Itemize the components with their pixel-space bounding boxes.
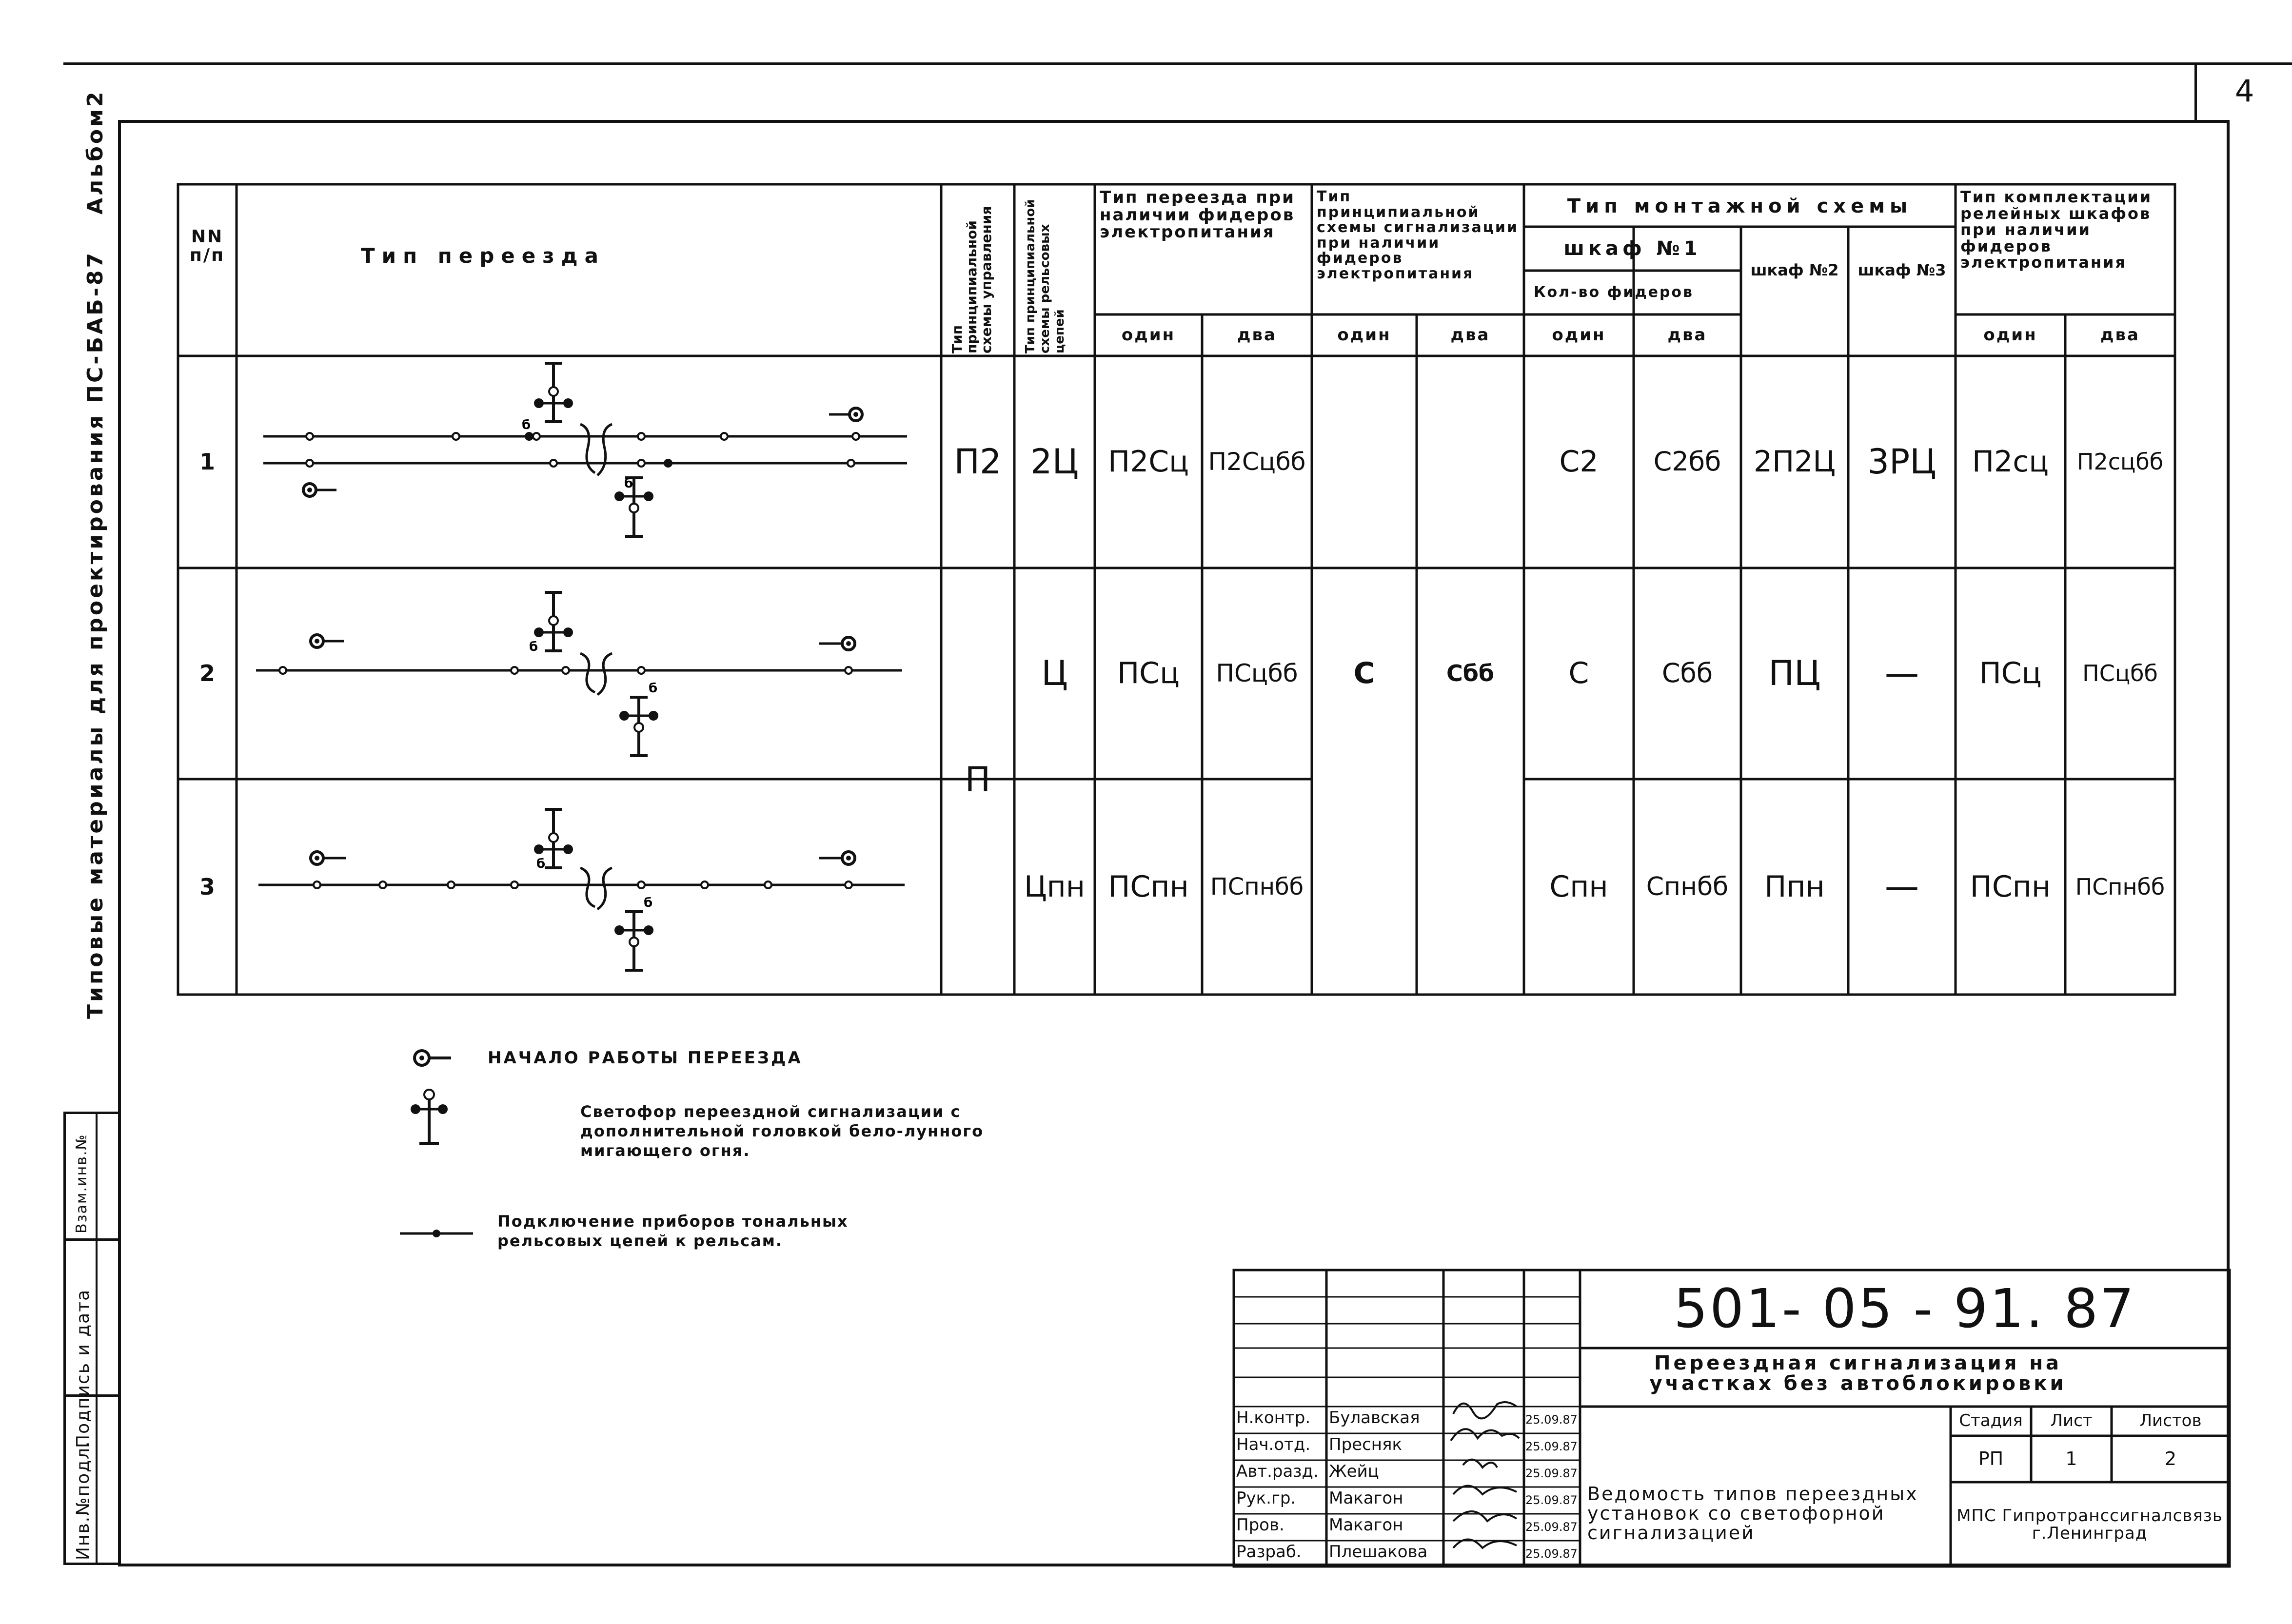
sheet-label: Лист — [2050, 1411, 2093, 1431]
organization: МПС Гипротранссигналсвязь г.Ленинград — [1956, 1506, 2223, 1543]
row1-rail: 2Ц — [1030, 441, 1079, 482]
header-cab1: шкаф №1 — [1563, 237, 1701, 260]
signature-2 — [1451, 1429, 1519, 1441]
document-code: 501- 05 - 91. 87 — [1673, 1277, 2136, 1340]
row1-relay-two: П2сцбб — [2076, 449, 2164, 475]
row3-crossing-two: ПСпнбб — [1210, 873, 1304, 900]
row3-crossing-one: ПСпн — [1108, 869, 1189, 904]
role-3: Авт.разд. — [1236, 1462, 1319, 1481]
header-montage-one: один — [1552, 325, 1606, 345]
date-6: 25.09.87 — [1525, 1547, 1578, 1561]
row1-num: 1 — [199, 449, 215, 475]
name-5: Макагон — [1329, 1515, 1403, 1535]
header-signal-one: один — [1337, 325, 1391, 345]
row3-relay-one: ПСпн — [1970, 869, 2051, 904]
row3-rail: Цпн — [1024, 869, 1086, 904]
row1-crossing-one: П2Сц — [1107, 445, 1189, 479]
stage-value: РП — [1978, 1448, 2004, 1469]
date-1: 25.09.87 — [1525, 1413, 1578, 1427]
svg-text:б: б — [536, 857, 546, 871]
role-2: Нач.отд. — [1236, 1435, 1311, 1454]
row3-relay-two: ПСпнбб — [2075, 873, 2165, 900]
album-label: Альбом2 — [83, 89, 108, 215]
header-num: NN п/п — [190, 227, 225, 265]
row1-cab3: 3РЦ — [1867, 441, 1936, 482]
name-6: Плешакова — [1329, 1542, 1428, 1562]
date-4: 25.09.87 — [1525, 1493, 1578, 1507]
row2-rail: Ц — [1041, 653, 1068, 693]
row2-relay-two: ПСцбб — [2082, 660, 2158, 687]
row1-control: П2 — [954, 441, 1002, 482]
name-3: Жейц — [1329, 1462, 1379, 1481]
sheets-label: Листов — [2139, 1411, 2202, 1431]
header-montage: Тип монтажной схемы — [1567, 195, 1913, 217]
date-5: 25.09.87 — [1525, 1520, 1578, 1534]
date-2: 25.09.87 — [1525, 1440, 1578, 1453]
header-rail: Тип принципиальной схемы рельсовых цепей — [1023, 199, 1067, 353]
header-cab2: шкаф №2 — [1750, 261, 1839, 280]
doc-sheet-title: Ведомость типов переездных установок со светофорной сигнализацией — [1587, 1485, 1918, 1544]
signal-one-merged: С — [1353, 656, 1375, 690]
row1-cab2: 2П2Ц — [1753, 445, 1836, 479]
signature-6 — [1453, 1540, 1517, 1548]
row3-montage-one: Спн — [1549, 869, 1608, 904]
header-relay-one: один — [1983, 325, 2037, 345]
stamp-inv: Инв.№подл. — [73, 1440, 93, 1560]
row2-cab3: — — [1885, 653, 1919, 693]
legend-connect-text: Подключение приборов тональных рельсовых цепей к рельсам. — [497, 1212, 849, 1250]
header-crossing-type: Тип переезда при наличии фидеров электропитания — [1100, 188, 1295, 242]
row1-montage-one: С2 — [1559, 445, 1599, 479]
svg-text:б: б — [624, 476, 633, 491]
name-4: Макагон — [1329, 1488, 1403, 1508]
header-relay-two: два — [2100, 325, 2140, 345]
stamp-inv2: Взам.инв.№ — [73, 1134, 90, 1233]
header-crossing-two: два — [1237, 325, 1277, 345]
legend-start-text: НАЧАЛО РАБОТЫ ПЕРЕЕЗДА — [488, 1048, 803, 1068]
row2-relay-one: ПСц — [1979, 656, 2042, 690]
row3-montage-two: Спнбб — [1646, 872, 1729, 901]
signature-5 — [1453, 1511, 1517, 1521]
sheets-value: 2 — [2164, 1448, 2177, 1469]
header-feeders: Кол-во фидеров — [1534, 284, 1694, 301]
svg-text:б: б — [649, 681, 658, 696]
header-type: Тип переезда — [361, 243, 605, 268]
row2-cab2: ПЦ — [1768, 653, 1821, 693]
legend-signal-text: Светофор переездной сигнализации с дополнительной головкой бело-лунного мигающего огня. — [580, 1102, 984, 1160]
header-signal-two: два — [1450, 325, 1490, 345]
svg-text:б: б — [529, 640, 538, 654]
row3-cab3: — — [1885, 866, 1919, 907]
signature-3 — [1463, 1460, 1497, 1467]
role-4: Рук.гр. — [1236, 1488, 1296, 1508]
name-1: Булавская — [1329, 1408, 1420, 1428]
role-1: Н.контр. — [1236, 1408, 1311, 1428]
sheet-number: 4 — [2235, 73, 2254, 109]
svg-text:б: б — [644, 896, 653, 910]
stage-label: Стадия — [1959, 1411, 2023, 1431]
signature-4 — [1453, 1486, 1517, 1495]
header-relay: Тип комплектации релейных шкафов при наличии фидеров электропитания — [1960, 188, 2153, 272]
row1-crossing-two: П2Сцбб — [1208, 448, 1306, 476]
signal-two-merged: Сбб — [1446, 660, 1494, 687]
name-2: Пресняк — [1329, 1435, 1402, 1454]
role-6: Разраб. — [1236, 1542, 1302, 1562]
stamp-sign: Подпись и дата — [73, 1289, 93, 1448]
header-cab3: шкаф №3 — [1857, 261, 1946, 280]
date-3: 25.09.87 — [1525, 1467, 1578, 1480]
row3-cab2: Ппн — [1764, 869, 1825, 904]
row1-montage-two: С2бб — [1653, 446, 1721, 477]
header-montage-two: два — [1667, 325, 1707, 345]
signatures — [1443, 1385, 1524, 1565]
header-signal-scheme: Тип принципиальной схемы сигнализации при наличии фидеров электропитания — [1317, 188, 1519, 282]
row2-num: 2 — [199, 660, 215, 687]
row1-relay-one: П2сц — [1972, 445, 2049, 479]
row2-montage-one: С — [1568, 656, 1589, 690]
row3-num: 3 — [199, 873, 215, 900]
control-rows23: П — [965, 760, 991, 800]
header-control: Тип принципиальной схемы управления — [949, 206, 994, 353]
row2-crossing-two: ПСцбб — [1216, 659, 1298, 688]
document-title: Переездная сигнализация на участках без автоблокировки — [1649, 1352, 2067, 1395]
series-label: Типовые материалы для проектирования ПС-БАБ-87 — [83, 250, 108, 1019]
signature-1 — [1453, 1402, 1517, 1418]
row2-crossing-one: ПСц — [1117, 656, 1180, 690]
svg-text:б: б — [522, 418, 531, 432]
header-crossing-one: один — [1121, 325, 1176, 345]
row2-montage-two: Сбб — [1661, 658, 1713, 689]
role-5: Пров. — [1236, 1515, 1284, 1535]
sheet-value: 1 — [2065, 1448, 2077, 1469]
